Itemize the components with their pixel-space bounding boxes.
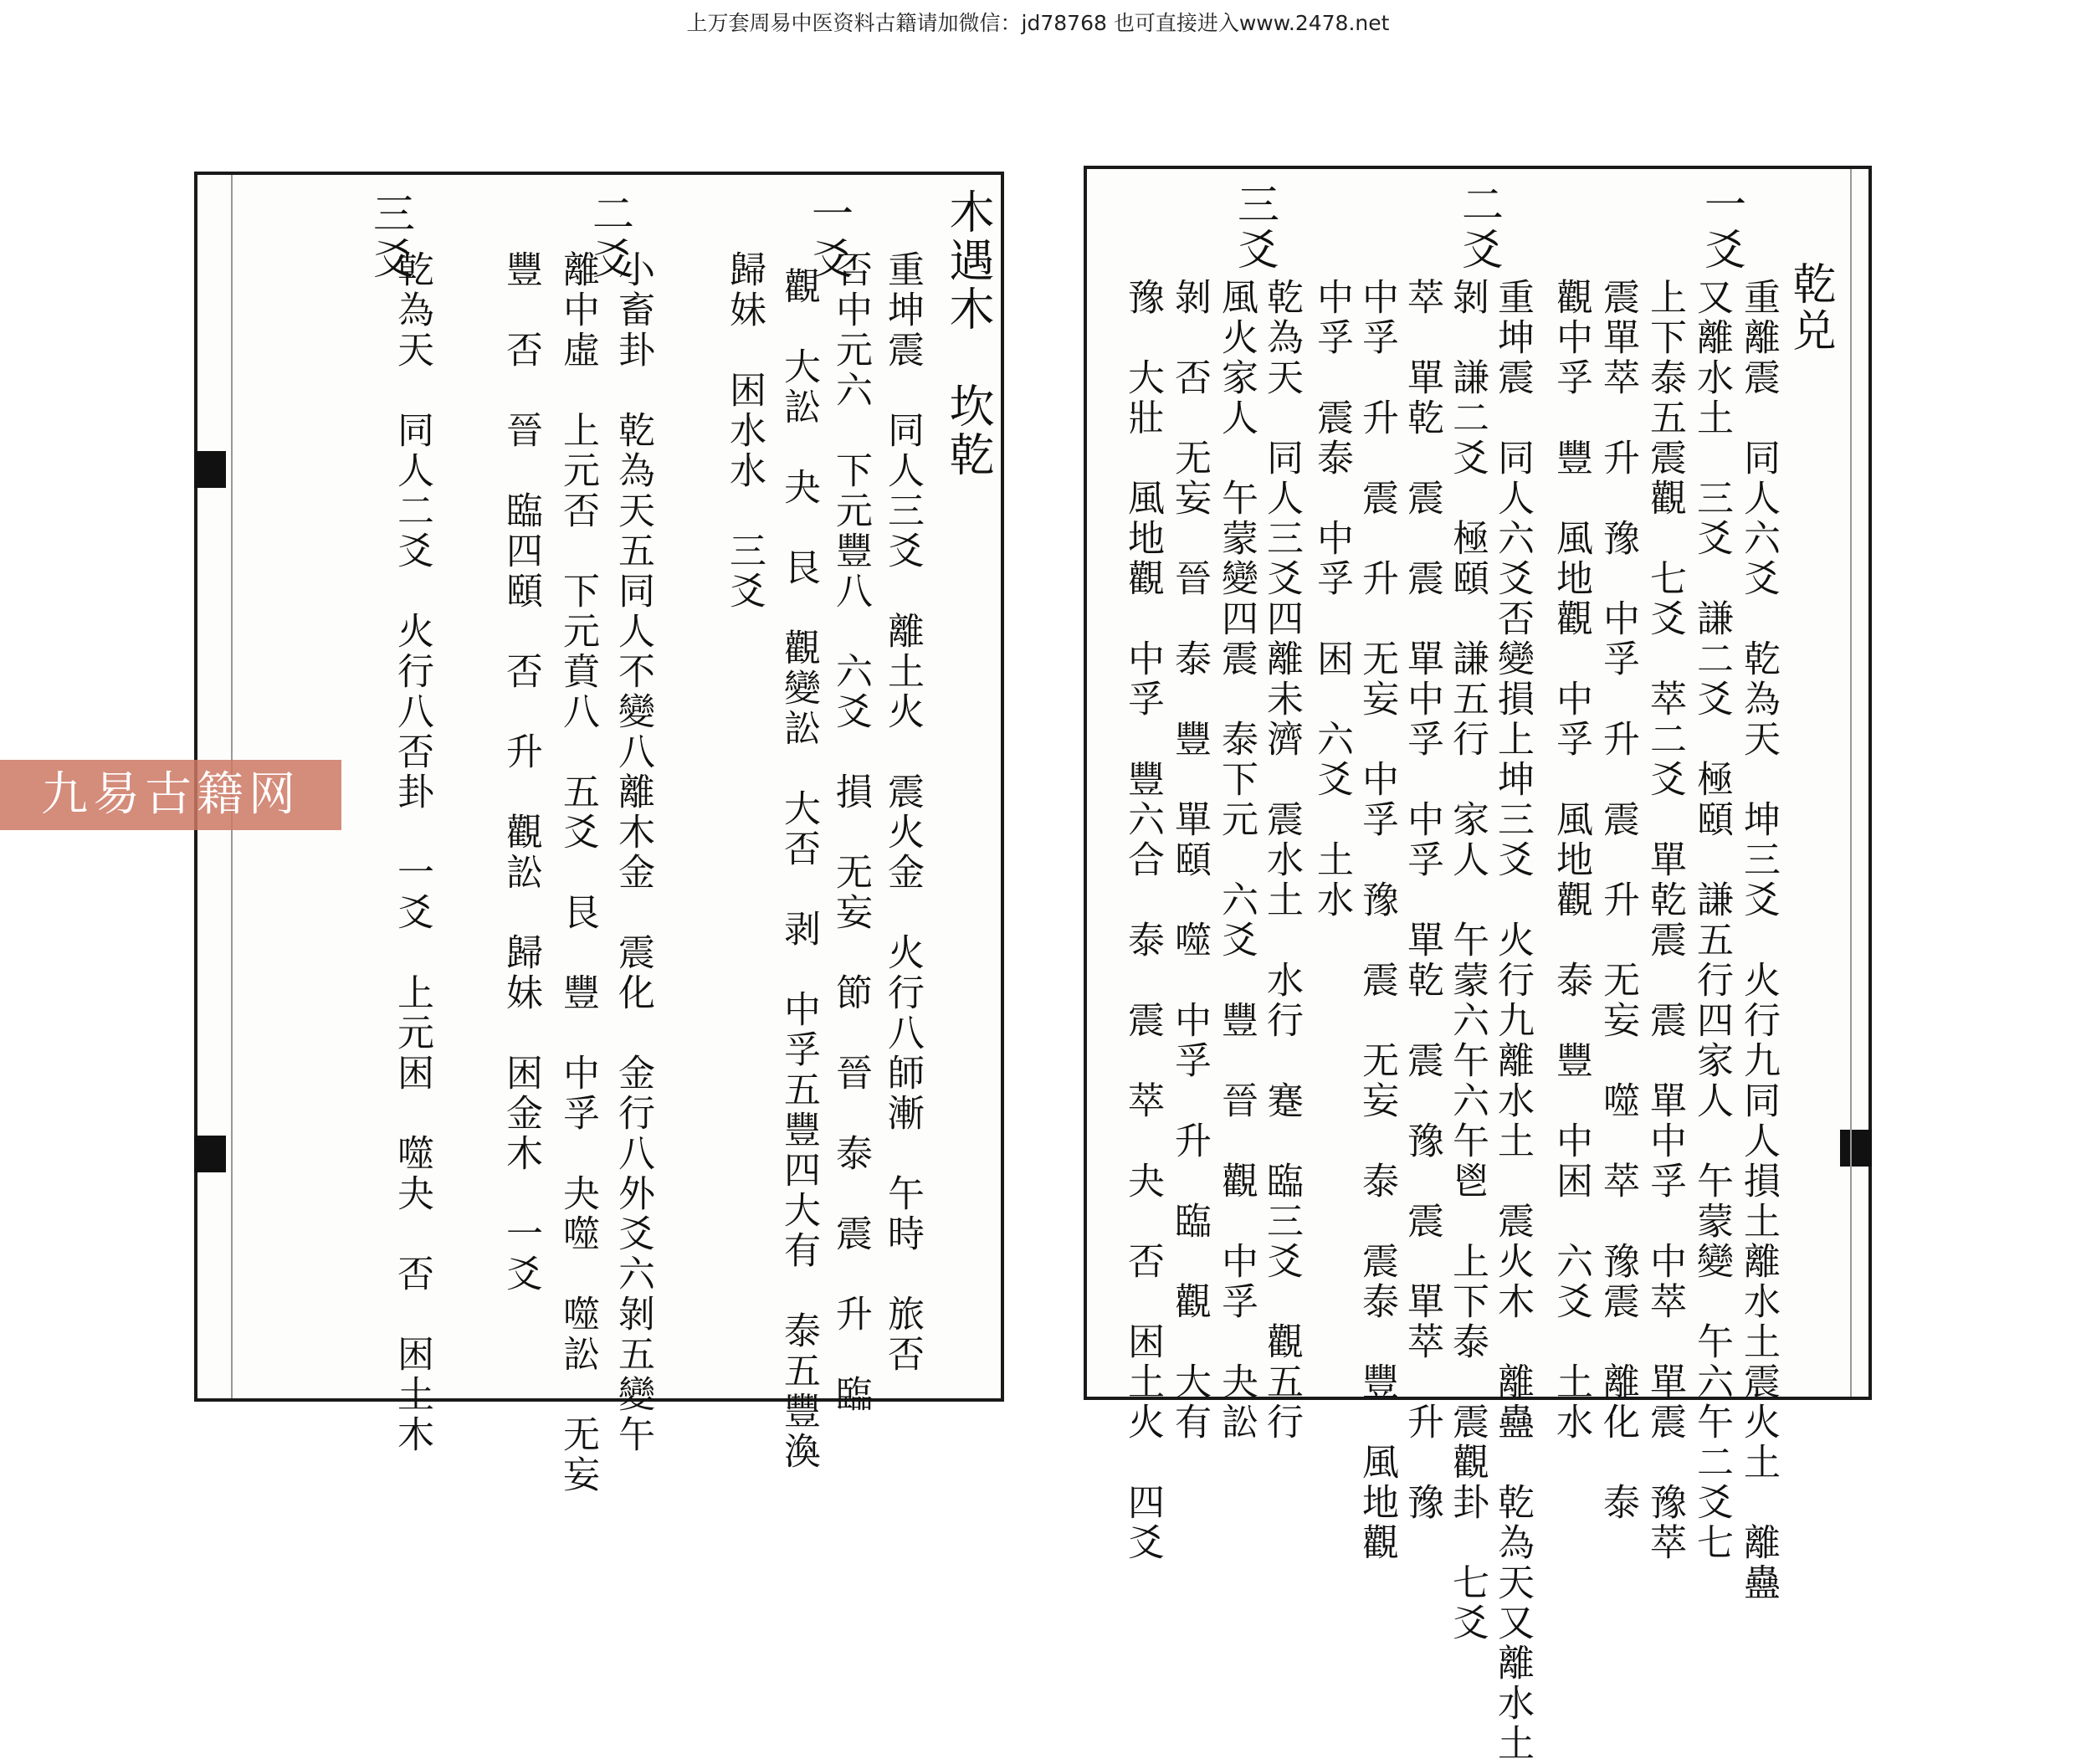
right-col-8: 剝 謙二爻 極頤 謙五行 家人 午蒙六午六午鬯 上下泰 震觀卦 七爻	[1446, 278, 1489, 1643]
right-col-9: 萃 單乾 震 震 單中孚 中孚 單乾 震 豫 震 單萃 升 豫	[1401, 278, 1443, 1523]
binding-mark	[194, 451, 226, 488]
left-col-6: 小畜卦 乾為天五同人不變八離木金 震化 金行八外爻六剝五變午	[612, 250, 654, 1455]
left-col-7: 離中虛 上元否 下元賁八 五爻 艮 豐 中孚 夬噬 噬訟 无妄	[556, 250, 599, 1495]
right-col-12: 乾為天 同人三爻四離未濟 震水土 水行 蹇 臨三爻 觀五行	[1260, 278, 1303, 1443]
right-col-6: 觀中孚 豐 風地觀 中孚 風地觀 泰 豐 中困 六爻 土水	[1550, 278, 1592, 1443]
left-col-2: 重坤震 同人三爻 離土火 震火金 火行八師漸 午時 旅否	[881, 250, 924, 1375]
top-banner: 上万套周易中医资料古籍请加微信：jd78768 也可直接进入www.2478.net	[686, 11, 1390, 35]
right-col-10: 中孚 升 震 升 无妄 中孚 豫 震 无妄 泰 震泰 豐 風地觀	[1356, 278, 1398, 1563]
right-col-5: 震單萃 升 豫 中孚 升 震 升 无妄 噬 萃 豫震 離化 泰	[1597, 278, 1639, 1523]
left-margin-label-3: 三爻	[367, 192, 415, 282]
left-margin-label-1: 一爻	[805, 192, 853, 282]
left-col-1-heading: 木遇木 坎乾	[942, 188, 995, 479]
right-col-14: 剝 否 无妄 晉 泰 豐 單頤 噬 中孚 升 臨 觀 大有	[1168, 278, 1211, 1443]
left-col-3: 否中元六 下元豐八 六爻 損 无妄 節 晉 泰 震 升 臨	[829, 250, 872, 1415]
right-margin-label-3: 三爻	[1231, 182, 1279, 273]
right-col-11: 中孚 震泰 中孚 困 六爻 土水	[1310, 278, 1353, 920]
right-margin-label-2: 二爻	[1455, 182, 1504, 273]
right-col-13: 風火家人 午蒙變四震 泰下元 六爻 豐 晉 觀 中孚 夬訟	[1215, 278, 1258, 1443]
binding-mark	[1840, 1130, 1872, 1167]
right-col-4: 上下泰五震觀 七爻 萃二爻 單乾震 震 單中孚 中萃 單震 豫萃	[1643, 278, 1686, 1563]
right-col-7: 重坤震 同人六爻否變損上坤三爻 火行九離水土 震火木 離蠱 乾為天又離水土	[1491, 278, 1534, 1764]
left-col-9: 乾為天 同人二爻 火行八否卦 一爻 上元困 噬夬 否 困土木	[391, 250, 433, 1455]
right-col-1-heading: 乾兑	[1785, 261, 1835, 355]
right-col-2: 重離震 同人六爻 乾為天 坤三爻 火行九同人損土離水土震火土 離蠱	[1737, 278, 1780, 1603]
right-page	[1084, 166, 1872, 1764]
right-margin-label-1: 一爻	[1698, 182, 1746, 273]
left-margin-label-2: 二爻	[586, 192, 634, 282]
left-col-5: 歸妹 困水水 三爻	[723, 250, 766, 612]
site-watermark: 九易古籍网	[0, 760, 341, 830]
right-col-3: 又離水土 三爻 謙二爻 極頤 謙五行四家人 午蒙變 午六午二爻七	[1690, 278, 1733, 1563]
binding-mark	[194, 1136, 226, 1172]
left-col-4: 觀 大訟 夬 艮 觀變訟 大否 剥 中孚五豐四大有 泰五豐渙	[777, 267, 820, 1472]
left-col-8: 豐 否 晉 臨四頤 否 升 觀訟 歸妹 困金木 一爻	[500, 250, 542, 1295]
right-col-15: 豫 大壯 風地觀 中孚 豐六合 泰 震 萃 夬 否 困土火 四爻	[1121, 278, 1164, 1563]
